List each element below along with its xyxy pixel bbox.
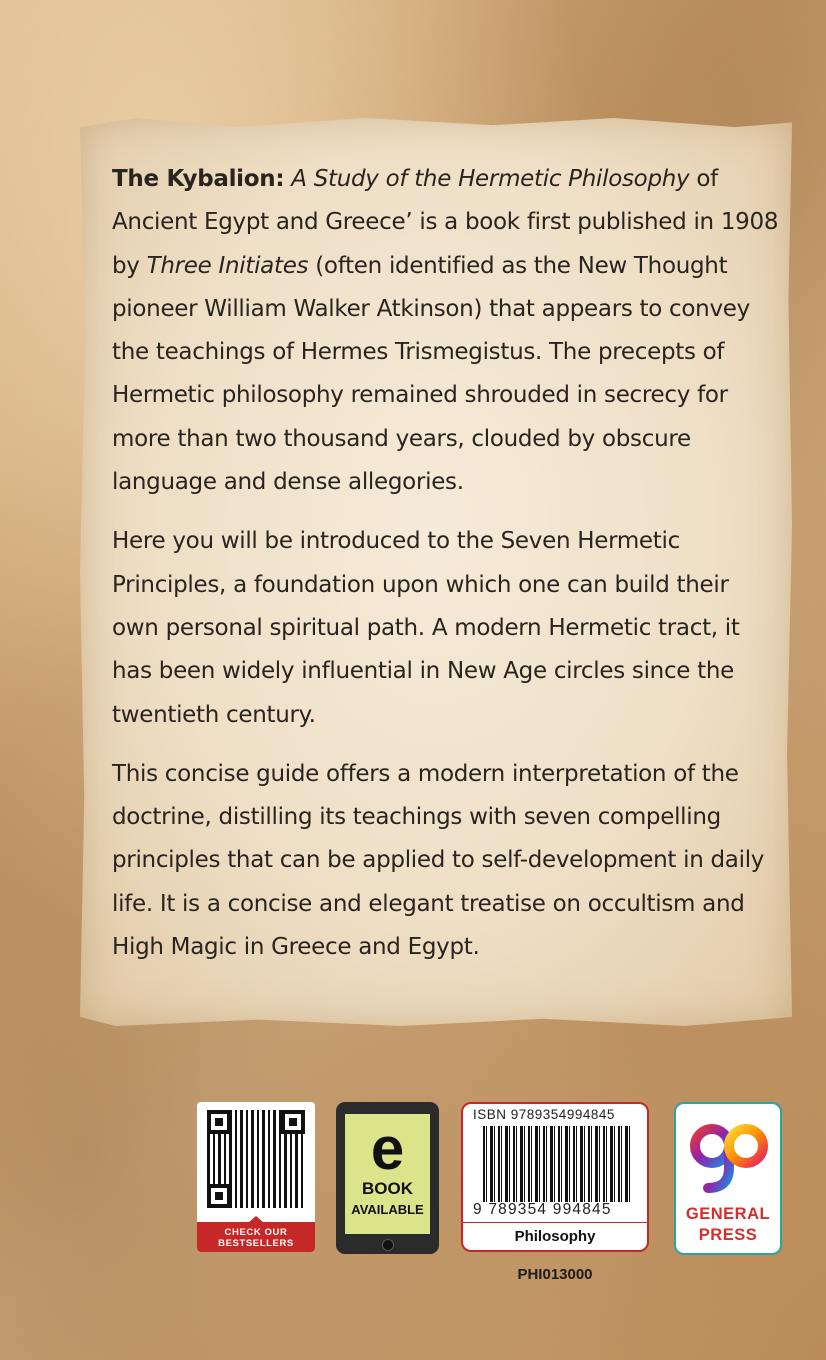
blurb-paragraph-2: Here you will be introduced to the Seven Hermetic Principles, a foundation upon which one can build their own personal spiritual path. A modern Hermetic tract, it has been widely influential in New Age circles since the twentieth century. (112, 528, 740, 728)
back-cover-blurb (112, 158, 782, 985)
ebook-label: BOOK (362, 1179, 413, 1198)
publisher-name-line-1: GENERAL (685, 1205, 771, 1223)
tablet-home-button-icon (382, 1239, 394, 1251)
barcode-icon (483, 1126, 633, 1202)
qr-finder-icon (207, 1184, 231, 1208)
ebook-letter: e (370, 1115, 405, 1182)
tablet-icon (345, 1114, 430, 1234)
qr-finder-icon (207, 1110, 231, 1134)
isbn-barcode-box (461, 1102, 649, 1252)
barcode-digits: 9 789354 994845 (473, 1201, 612, 1218)
bisac-code: PHI013000 (517, 1266, 593, 1283)
publisher-logo-badge[interactable] (674, 1102, 782, 1255)
isbn-label: ISBN 9789354994845 (473, 1107, 615, 1122)
qr-caption (197, 1222, 315, 1252)
blurb-paragraph-1 (112, 158, 782, 504)
publisher-name (676, 1204, 780, 1246)
blurb-text: of Ancient Egypt and Greece’ is a book first published in 1908 by (112, 166, 779, 279)
category-label: Philosophy (463, 1222, 647, 1250)
qr-caption-line-1: CHECK OUR (224, 1227, 288, 1238)
ebook-available-badge[interactable] (336, 1102, 439, 1254)
publisher-name-line-2: PRESS (698, 1226, 758, 1244)
author-name: Three Initiates (146, 252, 309, 279)
book-title: The Kybalion: (112, 166, 285, 192)
gp-logo-icon (686, 1116, 772, 1198)
qr-caption-line-2: BESTSELLERS (218, 1238, 294, 1249)
qr-finder-icon (281, 1110, 305, 1134)
qr-bestsellers-badge[interactable] (197, 1102, 315, 1252)
blurb-paragraph-3: This concise guide offers a modern interpretation of the doctrine, distilling its teachings with seven compelling principles that can be applied to self-development in daily life. It is a concise and elegant treatise on occultism and High Magic in Greece and Egypt. (112, 760, 765, 961)
blurb-text: (often identified as the New Thought pioneer William Walker Atkinson) that appears to convey the teachings of Hermes Trismegistus. The precepts of Hermetic philosophy remained shrouded in secrecy for more than two thousand years, clouded by obscure language and dense allegories. (112, 252, 750, 496)
ebook-available-label: AVAILABLE (351, 1202, 424, 1217)
book-subtitle: A Study of the Hermetic Philosophy (291, 166, 690, 192)
